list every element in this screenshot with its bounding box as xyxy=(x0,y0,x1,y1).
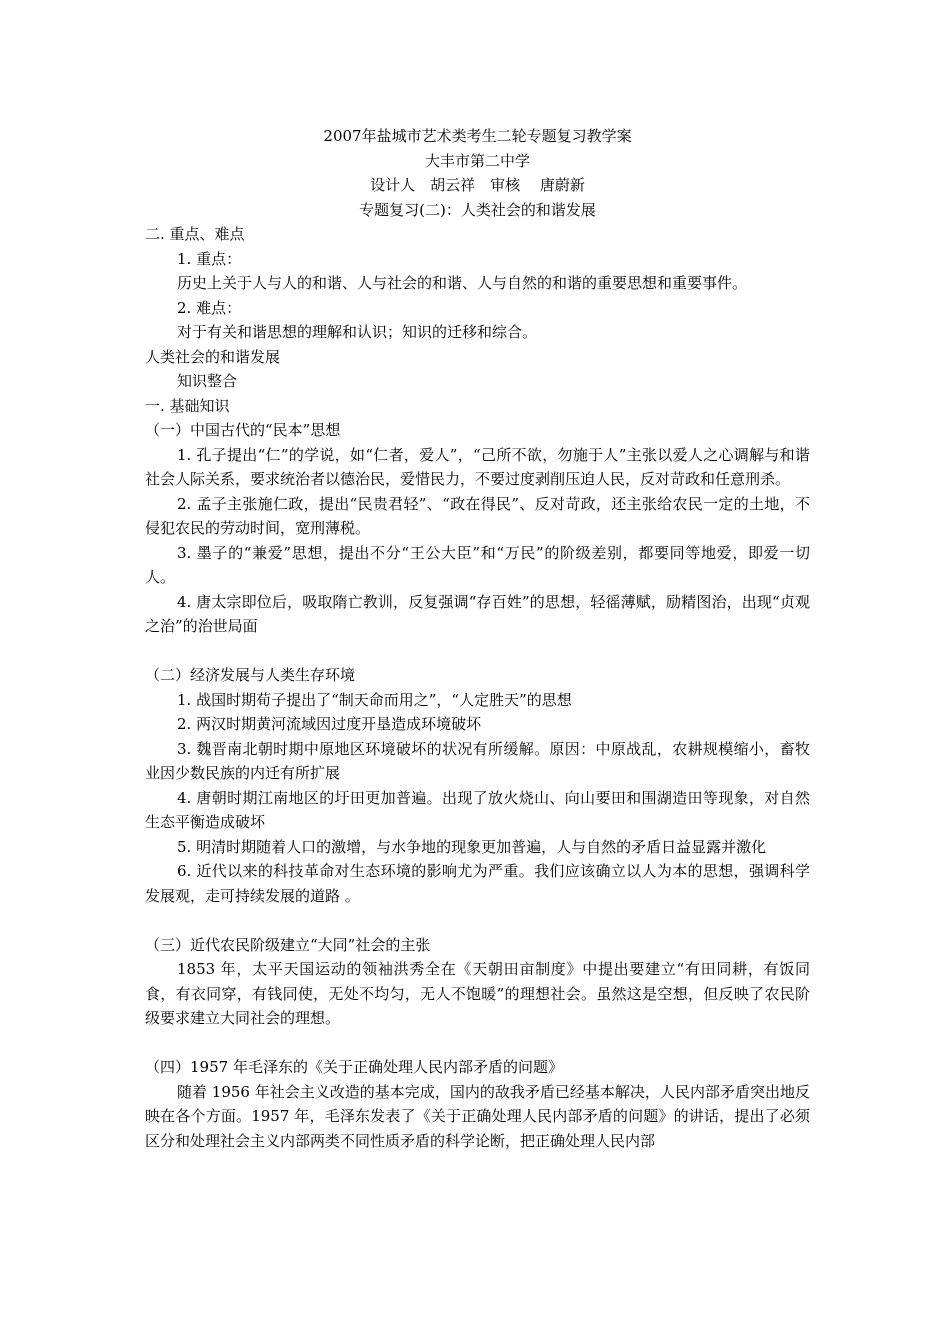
key-point-text: 历史上关于人与人的和谐、人与社会的和谐、人与自然的和谐的重要思想和重要事件。 xyxy=(177,274,748,292)
key-point-label: 1. 重点： xyxy=(177,249,242,268)
school-name: 大丰市第二中学 xyxy=(424,151,530,170)
part2-item: 3. 魏晋南北朝时期中原地区环境破坏的状况有所缓解。原因：中原战乱，农耕规模缩小，畜牧业因少数民族的内迁有所扩展 xyxy=(145,739,810,782)
main-title: 人类社会的和谐发展 xyxy=(145,347,281,366)
part1-item: 4. 唐太宗即位后，吸取隋亡教训，反复强调“存百姓”的思想，轻徭薄赋，励精图治，出现“贞观之治”的治世局面 xyxy=(145,592,810,635)
part3-paragraph: 1853 年，太平天国运动的领袖洪秀全在《天朝田亩制度》中提出要建立“有田同耕，有饭同食，有衣同穿，有钱同使，无处不均匀，无人不饱暖”的理想社会。虽然这是空想，但反映了农民阶级要求建立大同社会的理想。 xyxy=(145,960,810,1027)
part4-paragraph: 随着 1956 年社会主义改造的基本完成，国内的敌我矛盾已经基本解决，人民内部矛盾突出地反映在各个方面。1957 年，毛泽东发表了《关于正确处理人民内部矛盾的问题》的讲话，提出了必须区分和处理社会主义内部两类不同性质矛盾的科学论断，把正确处理人民内部 xyxy=(145,1082,810,1150)
main-subtitle: 知识整合 xyxy=(177,372,238,390)
part2-item: 2. 两汉时期黄河流域因过度开垦造成环境破坏 xyxy=(177,715,482,733)
document-title: 2007年盐城市艺术类考生二轮专题复习教学案 xyxy=(323,127,632,145)
section-heading-basics: 一. 基础知识 xyxy=(145,396,230,415)
part2-item: 4. 唐朝时期江南地区的圩田更加普遍。出现了放火烧山、向山要田和围湖造田等现象，对自然生态平衡造成破坏 xyxy=(145,788,810,831)
part3-heading: （三）近代农民阶级建立“大同”社会的主张 xyxy=(145,935,431,954)
part1-item: 3. 墨子的“兼爱”思想，提出不分“王公大臣”和“万民”的阶级差别，都要同等地爱，即爱一切人。 xyxy=(145,543,810,586)
document-page xyxy=(145,124,810,1153)
blank-line xyxy=(145,639,810,664)
part1-item: 2. 孟子主张施仁政，提出“民贵君轻”、“政在得民”、反对苛政，还主张给农民一定的土地，不侵犯农民的劳动时间，宽刑薄税。 xyxy=(145,494,810,537)
section-heading-key-points: 二. 重点、难点 xyxy=(145,225,245,243)
part4-heading: （四）1957 年毛泽东的《关于正确处理人民内部矛盾的问题》 xyxy=(145,1058,563,1076)
authors-line: 设计人 胡云祥 审核 唐蔚新 xyxy=(370,176,585,194)
blank-line xyxy=(145,1031,810,1056)
difficulty-text: 对于有关和谐思想的理解和认识；知识的迁移和综合。 xyxy=(177,323,538,341)
difficulty-label: 2. 难点： xyxy=(177,298,242,317)
topic-title: 专题复习(二)：人类社会的和谐发展 xyxy=(359,200,596,219)
part2-item: 5. 明清时期随着人口的激增，与水争地的现象更加普遍，人与自然的矛盾日益显露并激化 xyxy=(177,837,767,856)
part1-heading: （一）中国古代的“民本”思想 xyxy=(145,421,341,439)
part2-item: 6. 近代以来的科技革命对生态环境的影响尤为严重。我们应该确立以人为本的思想，强调科学发展观，走可持续发展的道路 。 xyxy=(145,862,810,905)
blank-line xyxy=(145,908,810,933)
part2-heading: （二）经济发展与人类生存环境 xyxy=(145,666,356,684)
part2-item: 1. 战国时期荀子提出了“制天命而用之”，“人定胜天”的思想 xyxy=(177,690,572,709)
part1-item: 1. 孔子提出“仁”的学说，如“仁者，爱人”，“己所不欲，勿施于人”主张以爱人之心调解与和谐社会人际关系，要求统治者以德治民，爱惜民力，不要过度剥削压迫人民，反对苛政和任意刑杀。 xyxy=(145,445,810,488)
